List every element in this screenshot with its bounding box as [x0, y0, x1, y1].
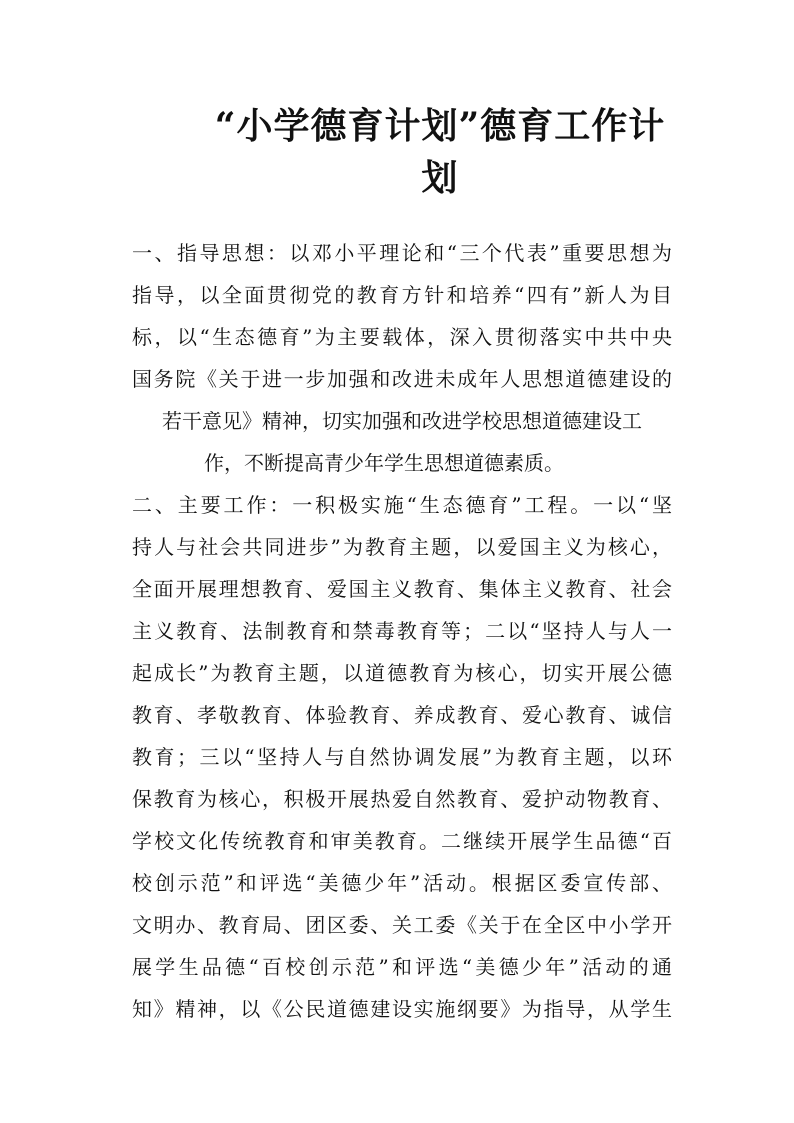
- body-line: 标，以“生态德育”为主要载体，深入贯彻落实中共中央: [132, 325, 672, 349]
- title-line: “小学德育计划”德育工作计: [214, 105, 666, 147]
- body-line: 指导，以全面贯彻党的教育方针和培养“四有”新人为目: [132, 283, 672, 307]
- document-body: [132, 232, 672, 1030]
- body-line: 学校文化传统教育和审美教育。二继续开展学生品德“百: [132, 829, 672, 853]
- body-line: 持人与社会共同进步”为教育主题，以爱国主义为核心，: [132, 535, 672, 559]
- title-line: 划: [421, 157, 459, 199]
- body-line: 主义教育、法制教育和禁毒教育等；二以“坚持人与人一: [132, 619, 672, 643]
- body-line: 起成长”为教育主题，以道德教育为核心，切实开展公德: [132, 661, 672, 685]
- body-line: 作，不断提高青少年学生思想道德素质。: [204, 451, 564, 475]
- body-line: 一、指导思想：以邓小平理论和“三个代表”重要思想为: [132, 241, 672, 265]
- body-line: 教育；三以“坚持人与自然协调发展”为教育主题，以环: [132, 745, 672, 769]
- body-line: 国务院《关于进一步加强和改进未成年人思想道德建设的: [132, 367, 672, 391]
- body-line: 展学生品德“百校创示范”和评选“美德少年”活动的通: [132, 955, 672, 979]
- body-line: 文明办、教育局、团区委、关工委《关于在全区中小学开: [132, 913, 672, 937]
- body-line: 知》精神，以《公民道德建设实施纲要》为指导，从学生: [132, 997, 672, 1021]
- body-line: 二、主要工作：一积极实施“生态德育”工程。一以“坚: [132, 493, 672, 517]
- body-line: 全面开展理想教育、爱国主义教育、集体主义教育、社会: [132, 577, 672, 601]
- document-title: [200, 100, 680, 204]
- body-line: 若干意见》精神，切实加强和改进学校思想道德建设工: [162, 409, 642, 433]
- body-line: 校创示范”和评选“美德少年”活动。根据区委宣传部、: [132, 871, 672, 895]
- body-line: 教育、孝敬教育、体验教育、养成教育、爱心教育、诚信: [132, 703, 672, 727]
- body-line: 保教育为核心，积极开展热爱自然教育、爱护动物教育、: [132, 787, 672, 811]
